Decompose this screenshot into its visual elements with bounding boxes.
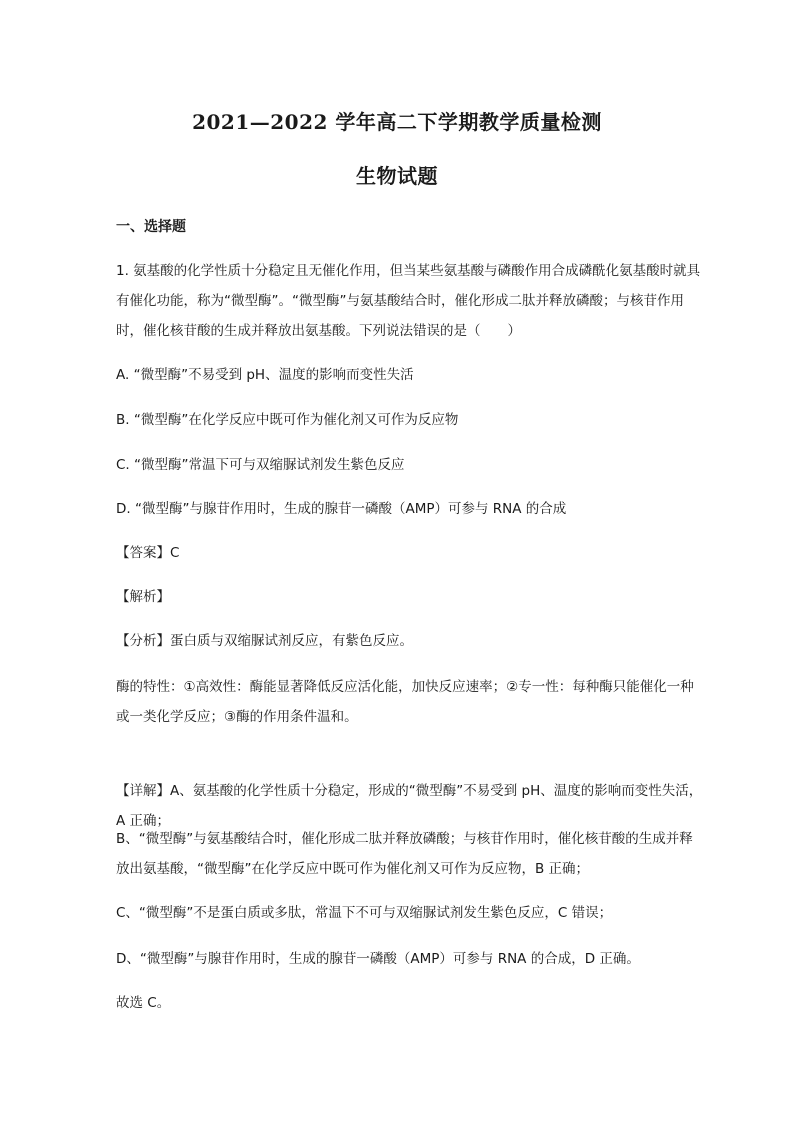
detail-b: B、“微型酶”与氨基酸结合时，催化形成二肽并释放磷酸；与核苷作用时，催化核苷酸的生成并释放出氨基酸，“微型酶”在化学反应中既可作为催化剂又可作为反应物，B 正确；	[116, 831, 693, 877]
section-heading: 一、选择题	[116, 219, 186, 235]
page-subtitle: 生物试题	[356, 164, 438, 188]
option-a: A. “微型酶”不易受到 pH、温度的影响而变性失活	[116, 367, 414, 383]
question-stem: 1. 氨基酸的化学性质十分稳定且无催化作用，但当某些氨基酸与磷酸作用合成磷酰化氨基酸时就具有催化功能，称为“微型酶”。“微型酶”与氨基酸结合时，催化形成二肽并释放磷酸；与核苷作用时，催化核苷酸的生成并释放出氨基酸。下列说法错误的是（ ）	[116, 263, 701, 339]
option-c: C. “微型酶”常温下可与双缩脲试剂发生紫色反应	[116, 457, 405, 473]
option-d: D. “微型酶”与腺苷作用时，生成的腺苷一磷酸（AMP）可参与 RNA 的合成	[116, 501, 567, 517]
page-title: 2021—2022 学年高二下学期教学质量检测	[192, 110, 602, 134]
answer-line: 【答案】C	[116, 545, 180, 561]
option-b: B. “微型酶”在化学反应中既可作为催化剂又可作为反应物	[116, 412, 459, 428]
conclusion: 故选 C。	[116, 995, 171, 1011]
detail-d: D、“微型酶”与腺苷作用时，生成的腺苷一磷酸（AMP）可参与 RNA 的合成，D 正确。	[116, 951, 640, 967]
enzyme-properties: 酶的特性：①高效性：酶能显著降低反应活化能，加快反应速率；②专一性：每种酶只能催化一种或一类化学反应；③酶的作用条件温和。	[116, 679, 694, 725]
analysis-fenxi: 【分析】蛋白质与双缩脲试剂反应，有紫色反应。	[116, 633, 413, 649]
analysis-heading: 【解析】	[116, 589, 170, 605]
detail-c: C、“微型酶”不是蛋白质或多肽，常温下不可与双缩脲试剂发生紫色反应，C 错误；	[116, 905, 613, 921]
detail-a: 【详解】A、氨基酸的化学性质十分稳定，形成的“微型酶”不易受到 pH、温度的影响而变性失活，A 正确；	[116, 783, 703, 829]
